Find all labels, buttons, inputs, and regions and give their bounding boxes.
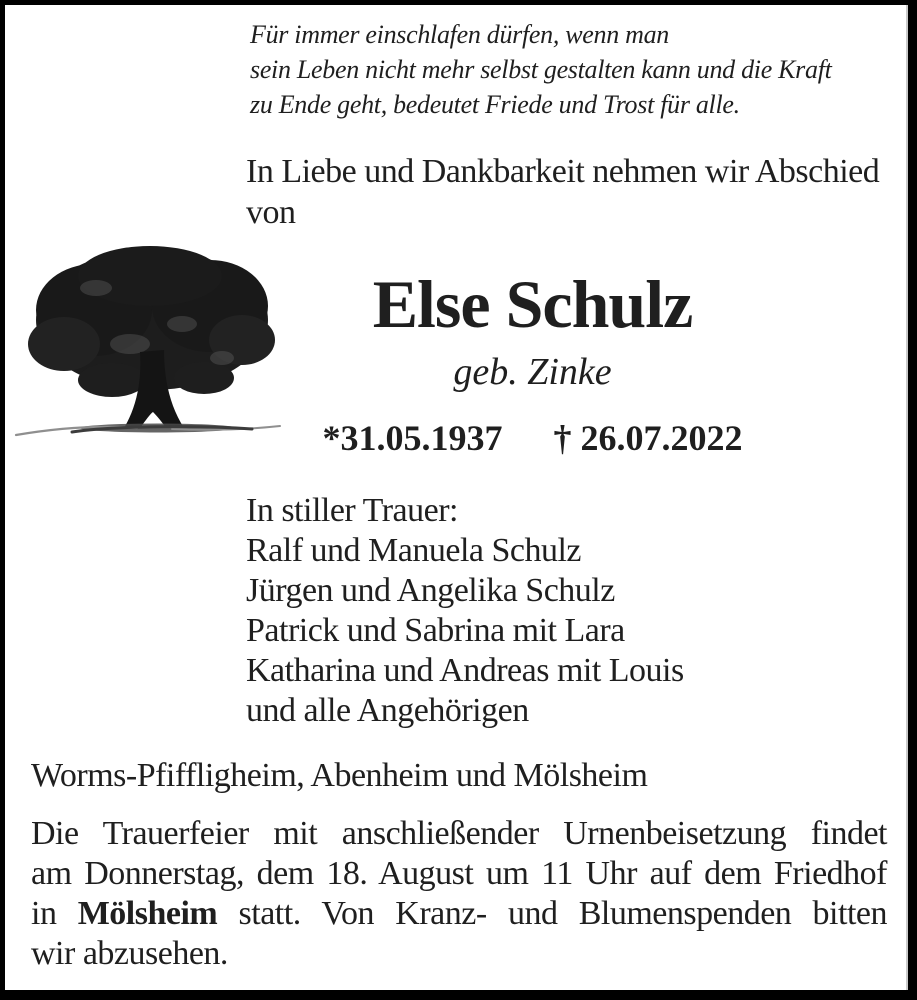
funeral-line3-suffix: statt. Von Kranz- und Blumenspenden bitten — [217, 895, 887, 932]
tree-icon — [12, 232, 287, 444]
farewell-intro — [246, 151, 879, 233]
funeral-info — [31, 814, 887, 974]
farewell-intro-line: In Liebe und Dankbarkeit nehmen wir Abschied — [246, 153, 880, 190]
funeral-line: am Donnerstag, dem 18. August um 11 Uhr auf dem Friedhof — [31, 855, 887, 892]
funeral-line: Die Trauerfeier mit anschließender Urnenbeisetzung findet — [31, 815, 887, 852]
funeral-line: wir abzusehen. — [31, 935, 228, 972]
places-line: Worms-Pfiffligheim, Abenheim und Mölsheim — [31, 757, 648, 794]
mourner-line: und alle Angehörigen — [246, 692, 529, 729]
funeral-line — [31, 894, 887, 934]
birth-date: *31.05.1937 — [322, 418, 503, 458]
mourner-line: Jürgen und Angelika Schulz — [246, 572, 615, 609]
mourner-line: Ralf und Manuela Schulz — [246, 532, 582, 569]
deceased-name: Else Schulz — [372, 266, 693, 342]
funeral-line3-prefix: in — [31, 895, 78, 932]
quote-line: Für immer einschlafen dürfen, wenn man — [250, 20, 669, 49]
mourners-heading: In stiller Trauer: — [246, 492, 458, 529]
quote-line: zu Ende geht, bedeutet Friede und Trost für alle. — [250, 90, 740, 119]
quote-line: sein Leben nicht mehr selbst gestalten kann und die Kraft — [250, 55, 832, 84]
death-date: † 26.07.2022 — [553, 418, 743, 458]
funeral-location-bold: Mölsheim — [77, 895, 218, 932]
tree-silhouette-image — [12, 232, 287, 444]
farewell-intro-line: von — [246, 194, 296, 231]
life-dates — [290, 419, 775, 457]
mourner-line: Patrick und Sabrina mit Lara — [246, 612, 625, 649]
epitaph-quote — [250, 17, 832, 122]
mourner-line: Katharina und Andreas mit Louis — [246, 652, 684, 689]
mourners-section — [246, 491, 684, 731]
maiden-name: geb. Zinke — [453, 351, 612, 393]
